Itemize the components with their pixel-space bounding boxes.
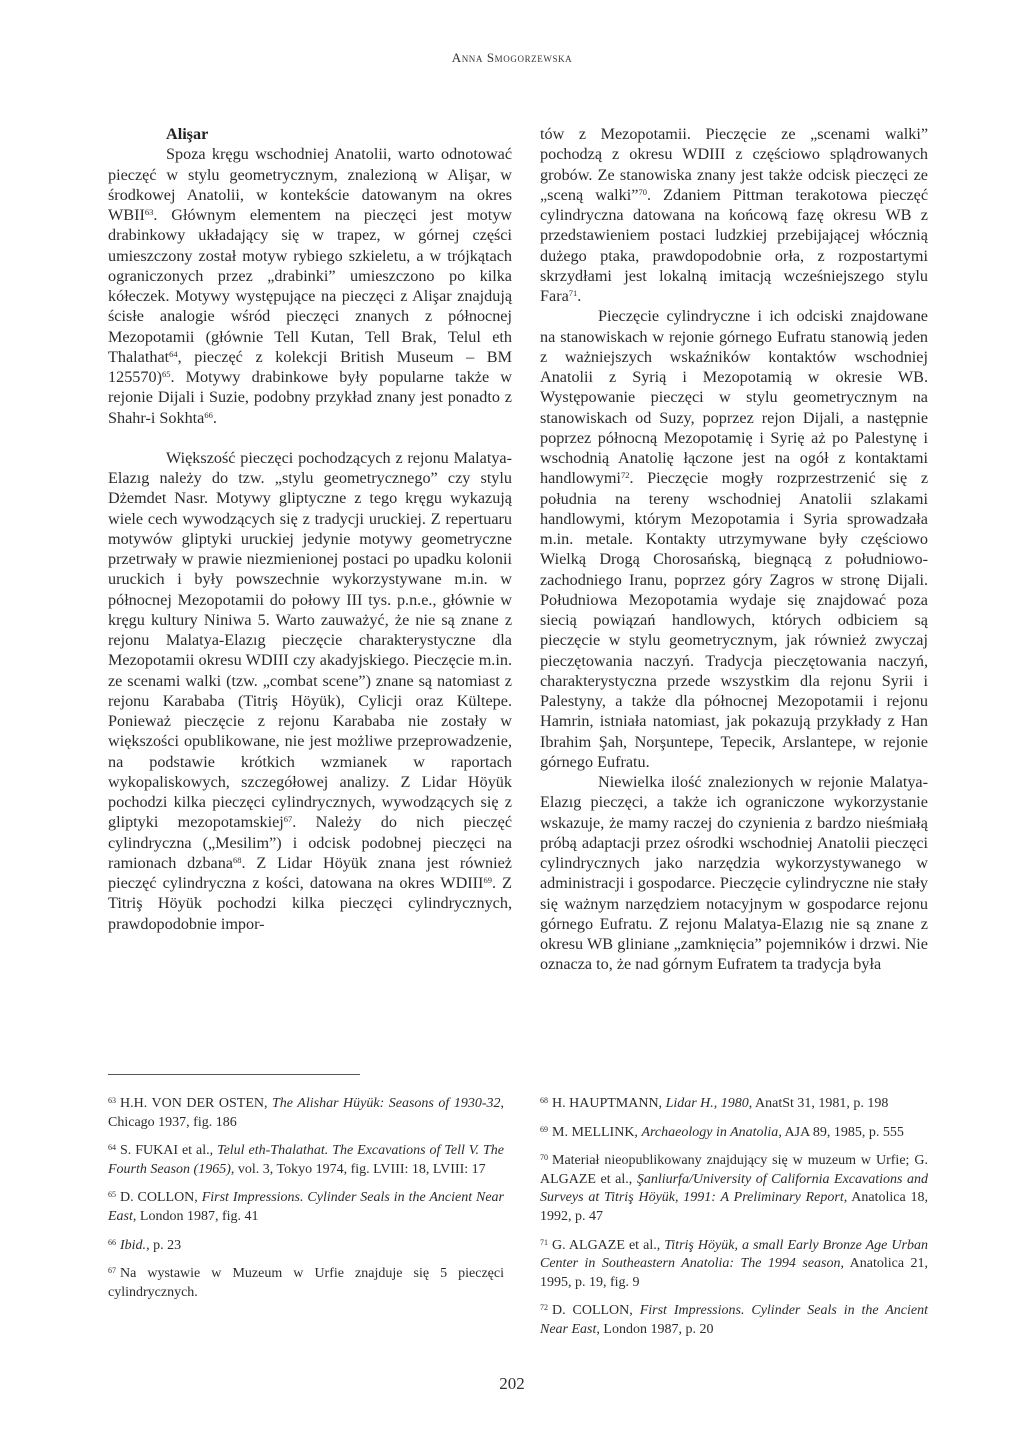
paragraph: tów z Mezopotamii. Pieczęcie ze „scenami walki” pochodzą z okresu WDIII z częściowo splądrowanych grobów. Ze stanowiska znany jest także odcisk pieczęci ze „sceną walki”$^{70}$. Zdaniem Pittman terakotowa pieczęć cylindryczna datowana na końcową fazę okresu WB z przedstawieniem postaci ludzkiej przebijającej włócznią dużego ptaka, prawdopodobnie orła, z rozpostartymi skrzydłami jest lokalną imitacją wcześniejszego stylu Fara$^{71}$. bbox=[540, 125, 928, 305]
footnote-title: First Impressions. Cylinder Seals in the Ancient Near East bbox=[108, 1190, 504, 1224]
footnote-ref: 63 bbox=[144, 207, 154, 217]
running-head: Anna Smogorzewska bbox=[451, 50, 573, 65]
footnote-title: First Impressions. Cylinder Seals in the Ancient Near East bbox=[540, 1303, 928, 1337]
footnote-ref: 69 bbox=[483, 875, 492, 885]
footnote-title: The Alishar Hüyük: Seasons of 1930-32 bbox=[272, 1096, 501, 1111]
left-text-column bbox=[108, 124, 512, 934]
footnote: $^{67}$ Na wystawie w Muzeum w Urfie znajduje się 5 pieczęci cylindrycznych. bbox=[108, 1266, 504, 1300]
footnote-ref: 64 bbox=[169, 348, 178, 359]
footnote-number: 72 bbox=[540, 1303, 548, 1313]
footnote-title: Ibid. bbox=[120, 1237, 147, 1253]
footnote-number: 68 bbox=[540, 1096, 548, 1105]
footnote-title: Şanliurfa/University of California Excavations and Surveys at Titriş Höyük, 1991: A Preliminary Report bbox=[540, 1171, 928, 1206]
footnote: $^{65}$ D. COLLON, First Impressions. Cylinder Seals in the Ancient Near East, London 1987, fig. 41 bbox=[108, 1190, 504, 1224]
footnote-number: 63 bbox=[108, 1096, 116, 1105]
footnote-number: 69 bbox=[540, 1124, 548, 1134]
footnote-title: Lidar H., 1980 bbox=[665, 1096, 749, 1111]
footnote: $^{72}$ D. COLLON, First Impressions. Cylinder Seals in the Ancient Near East, London 1987, p. 20 bbox=[540, 1303, 928, 1337]
footnote-number: 64 bbox=[108, 1143, 116, 1153]
footnote-title: Titriş Höyük, a small Early Bronze Age Urban Center in Southeastern Anatolia: The 1994 season bbox=[540, 1237, 928, 1272]
footnotes-left bbox=[108, 1092, 504, 1309]
footnote: $^{70}$ Materiał nieopublikowany znajdujący się w muzeum w Urfie; G. ALGAZE et al., Şanliurfa/University of California Excavations and Surveys at Titriş Höyük, 1991: A Preliminary Report, Anatolica 18, 1992, p. 47 bbox=[540, 1153, 928, 1224]
footnote: $^{69}$ M. MELLINK, Archaeology in Anatolia, AJA 89, 1985, p. 555 bbox=[540, 1124, 904, 1140]
footnote-number: 70 bbox=[540, 1153, 548, 1163]
footnote-ref: 71 bbox=[568, 288, 578, 298]
paragraph: Większość pieczęci pochodzących z rejonu Malatya-Elazıg należy do tzw. „stylu geometrycznego” czy stylu Dżemdet Nasr. Motywy gliptyczne z tego kręgu wykazują wiele cech wywodzących się z tradycji uruckiej. Z repertuaru motywów gliptyki uruckiej jedynie motywy geometryczne przetrwały w prawie niezmienionej postaci po upadku kolonii uruckich i były powszechnie wykorzystywane m.in. w północnej Mezopotamii do połowy III tys. p.n.e., głównie w kręgu kultury Niniwa 5. Warto zauważyć, że nie są znane z rejonu Malatya-Elazıg pieczęcie charakterystyczne dla Mezopotamii okresu WDIII czy akadyjskiego. Pieczęcie m.in. ze scenami walki (tzw. „combat scene”) znane są natomiast z rejonu Karababa (Titriş Höyük), Cylicji oraz Kültepe. Ponieważ pieczęcie z rejonu Karababa nie zostały w większości opublikowane, nie jest możliwe przeprowadzenie, na podstawie krótkich wzmianek w raportach wykopaliskowych, szczegółowej analizy. Z Lidar Höyük pochodzi kilka pieczęci cylindrycznych, wywodzących się z gliptyki mezopotamskiej$^{67}$. Należy do nich pieczęć cylindryczna („Mesilim”) i odcisk podobnej pieczęci na ramionach dzbana$^{68}$. Z Lidar Höyük znana jest również pieczęć cylindryczna z kości, datowana na okres WDIII$^{69}$. Z Titriş Höyük pochodzi kilka pieczęci cylindrycznych, prawdopodobnie impor- bbox=[108, 448, 512, 933]
footnote-ref: 67 bbox=[283, 814, 293, 825]
paragraph: Pieczęcie cylindryczne i ich odciski znajdowane na stanowiskach w rejonie górnego Eufratu stanowią jeden z ważniejszych wskaźników kontaktów wschodniej Anatolii z Syrią i Mezopotamią w okresie WB. Występowanie pieczęci w stylu geometrycznym na stanowiskach od Suzy, poprzez rejon Dijali, a następnie poprzez północną Mezopotamię i Syrię aż po Palestynę i wschodnią Anatolię łączone jest na ogół z kontaktami handlowymi$^{72}$. Pieczęcie mogły rozprzestrzenić się z południa na tereny wschodniej Anatolii szlakami handlowymi, którym Mezopotamia i Syria sprowadzała m.in. metale. Kontakty utrzymywane były częściowo Wielką Drogą Chorosańską, biegnącą z południowo-zachodniego Iranu, poprzez góry Zagros w stronę Dijali. Południowa Mezopotamia wydaje się znajdować poza siecią powiązań handlowych, których odbiciem są pieczęcie w stylu geometrycznym, jak również zwyczaj pieczętowania naczyń. Tradycja pieczętowania naczyń, charakterystyczna przede wszystkim dla rejonu Syrii i Palestyny, a także dla północnej Mezopotamii i rejonu Hamrin, istniała natomiast, jak pokazują przykłady z Han Ibrahim Şah, Norşuntepe, Tepecik, Arslantepe, w rejonie górnego Eufratu. bbox=[540, 307, 928, 771]
footnote-number: 67 bbox=[108, 1266, 116, 1276]
footnote-divider bbox=[108, 1074, 360, 1075]
footnote: $^{63}$ H.H. VON DER OSTEN, The Alishar Hüyük: Seasons of 1930-32, Chicago 1937, fig. 186 bbox=[108, 1096, 504, 1130]
footnote-title: Archaeology in Anatolia bbox=[641, 1124, 779, 1140]
footnote: $^{66}$ Ibid., p. 23 bbox=[108, 1237, 182, 1253]
footnote: $^{71}$ G. ALGAZE et al., Titriş Höyük, a small Early Bronze Age Urban Center in Southeastern Anatolia: The 1994 season, Anatolica 21, 1995, p. 19, fig. 9 bbox=[540, 1237, 928, 1290]
footnote-number: 65 bbox=[108, 1190, 116, 1200]
footnote-ref: 65 bbox=[161, 369, 171, 379]
paragraph: Niewielka ilość znalezionych w rejonie Malatya-Elazıg pieczęci, a także ich ograniczone wykorzystanie wskazuje, że mamy raczej do czynienia z bardzo nieśmiałą próbą adaptacji przez ośrodki wschodniej Anatolii pieczęci cylindrycznych jako narzędzia wykorzystywanego w administracji i gospodarce. Pieczęcie cylindryczne nie stały się ważnym narzędziem notacyjnym w gospodarce rejonu górnego Eufratu. Z rejonu Malatya-Elazıg nie są znane z okresu WB gliniane „zamknięcia” pojemników i drzwi. Nie oznacza to, że nad górnym Eufratem ta tradycja była bbox=[540, 773, 928, 974]
page-number: 202 bbox=[499, 1374, 525, 1393]
right-text-column bbox=[540, 124, 928, 975]
footnote-ref: 72 bbox=[620, 470, 630, 481]
footnote: $^{64}$ S. FUKAI et al., Telul eth-Thalathat. The Excavations of Tell V. The Fourth Season (1965), vol. 3, Tokyo 1974, fig. LVIII: 18, LVIII: 17 bbox=[108, 1143, 504, 1177]
footnotes-right bbox=[540, 1092, 928, 1347]
footnote-ref: 70 bbox=[638, 186, 647, 197]
footnote-ref: 66 bbox=[204, 409, 213, 420]
footnote-ref: 68 bbox=[233, 854, 242, 865]
footnote-number: 71 bbox=[540, 1237, 548, 1247]
footnote-number: 66 bbox=[108, 1237, 116, 1247]
footnote: $^{68}$ H. HAUPTMANN, Lidar H., 1980, AnatSt 31, 1981, p. 198 bbox=[540, 1096, 889, 1111]
section-heading: Alişar bbox=[166, 125, 209, 143]
footnote-title: Telul eth-Thalathat. The Excavations of Tell V. The Fourth Season (1965) bbox=[108, 1143, 504, 1177]
paragraph: Spoza kręgu wschodniej Anatolii, warto odnotować pieczęć w stylu geometrycznym, znalezioną w Alişar, w środkowej Anatolii, w kontekście datowanym na okres WBII$^{63}$. Głównym elementem na pieczęci jest motyw drabinkowy układający się w trapez, w górnej części umieszczony został motyw rybiego szkieletu, a w trójkątach ograniczonych przez „drabinki” umieszczono po kilka kółeczek. Motywy występujące na pieczęci z Alişar znajdują ścisłe analogie wśród pieczęci znanych z północnej Mezopotamii (głównie Tell Kutan, Tell Brak, Telul eth Thalathat$^{64}$, pieczęć z kolekcji British Museum – BM 125570)$^{65}$. Motywy drabinkowe były popularne także w rejonie Dijali i Suzie, podobny przykład znany jest ponadto z Shahr-i Sokhta$^{66}$. bbox=[108, 145, 512, 427]
